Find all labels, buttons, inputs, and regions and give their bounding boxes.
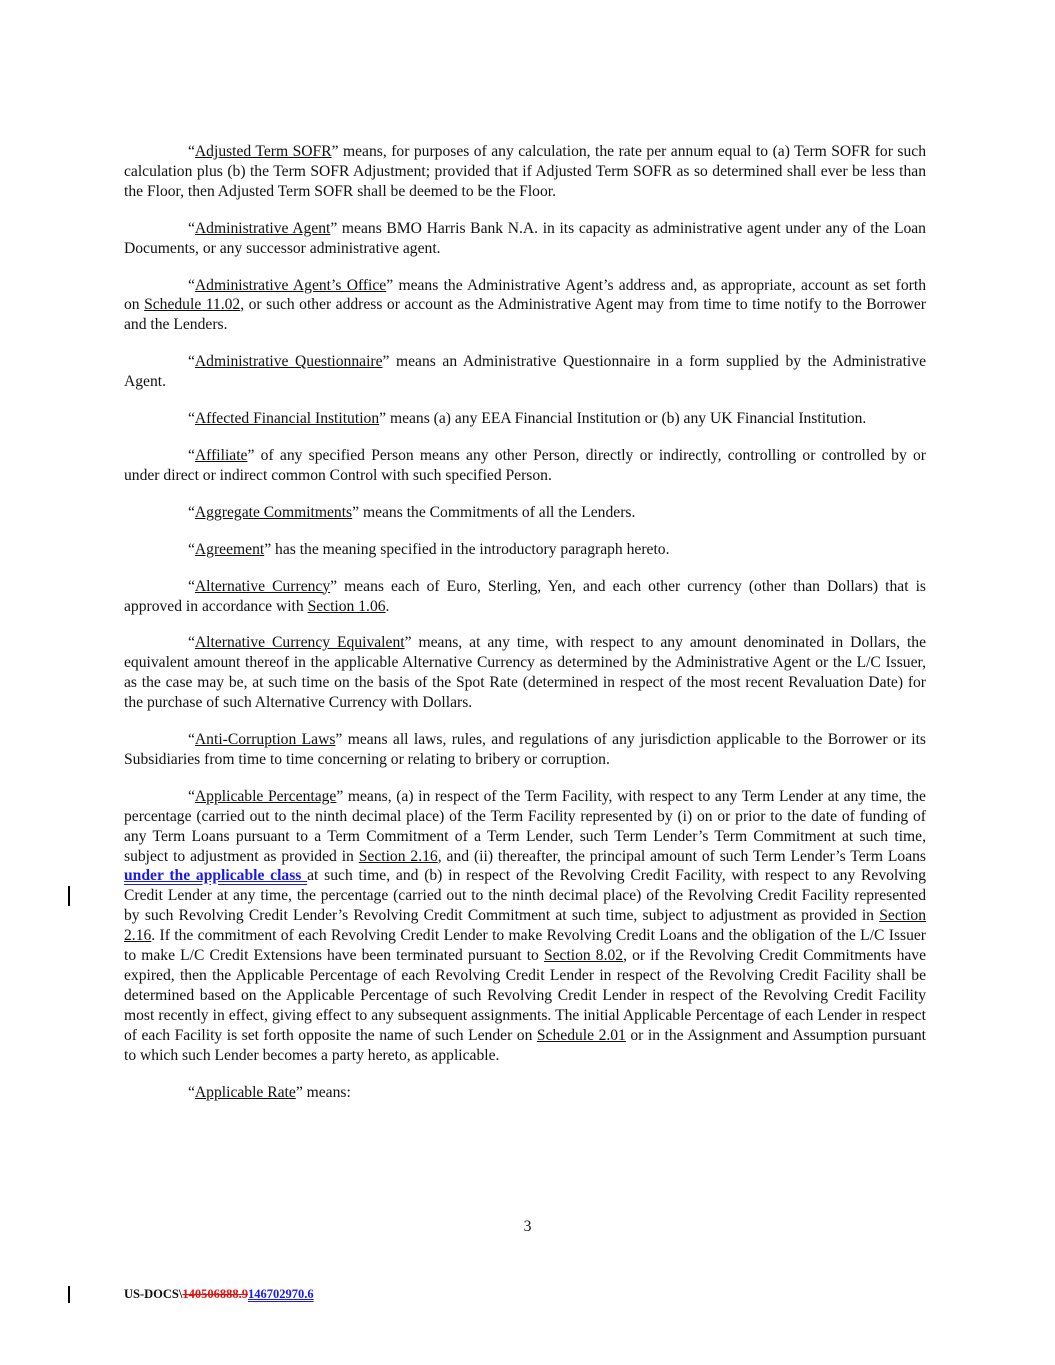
defined-term: Adjusted Term SOFR (194, 143, 332, 160)
defined-term: Affiliate (194, 446, 248, 464)
definition-alternative-currency-equivalent: “Alternative Currency Equivalent” means, at any time, with respect to any amount denominated in Dollars, the equivalent amount thereof in the applicable Alternative Currency as determined by the Administrative Agent or the L/C Issuer, as the case may be, at such time on the basis of the Spot Rate (determined in respect of the most recent Revaluation Date) for the purchase of such Alternative Currency with Dollars. (124, 634, 926, 712)
definition-anti-corruption-laws: “Anti-Corruption Laws” means all laws, rules, and regulations of any jurisdiction applicable to the Borrower or its Subsidiaries from time to time concerning or relating to bribery or corruption. (124, 731, 926, 768)
cross-reference: Section 2.16 (358, 847, 438, 865)
tracked-insertion: under the applicable class (124, 867, 308, 885)
definition-affected-financial-institution: “Affected Financial Institution” means (a) any EEA Financial Institution or (b) any UK Financial Institution. (188, 410, 867, 428)
document-id (124, 1287, 314, 1302)
definition-administrative-questionnaire: “Administrative Questionnaire” means an Administrative Questionnaire in a form supplied by the Administrative Agent. (124, 353, 926, 391)
definition-applicable-percentage: “Applicable Percentage” means, (a) in respect of the Term Facility, with respect to any Term Lender at any time, the percentage (carried out to the ninth decimal place) of the Term Facility represented by (i) on or prior to the date of funding of any Term Loans pursuant to a Term Commitment of a Term Lender, such Term Lender’s Term Commitment at such time, subject to adjustment as provided in Section 2.16, and (ii) thereafter, the principal amount of such Term Lender’s Term Loans under the applicable class at such time, and (b) in respect of the Revolving Credit Facility, with respect to any Revolving Credit Lender at any time, the percentage (carried out to the ninth decimal place) of the Revolving Credit Facility represented by such Revolving Credit Lender’s Revolving Credit Commitment at such time, subject to adjustment as provided in Section 2.16. If the commitment of each Revolving Credit Lender to make Revolving Credit Loans and the obligation of the L/C Issuer to make L/C Credit Extensions have been terminated pursuant to Section 8.02, or if the Revolving Credit Commitments have expired, then the Applicable Percentage of each Revolving Credit Lender in respect of the Revolving Credit Facility shall be determined based on the Applicable Percentage of such Revolving Credit Lender in respect of the Revolving Credit Facility most recently in effect, giving effect to any subsequent assignments. The initial Applicable Percentage of each Lender in respect of each Facility is set forth opposite the name of such Lender on Schedule 2.01 or in the Assignment and Assumption pursuant to which such Lender becomes a party hereto, as applicable. (124, 787, 927, 1064)
defined-term: Affected Financial Institution (194, 410, 380, 428)
definition-aggregate-commitments: “Aggregate Commitments” means the Commitments of all the Lenders. (188, 503, 636, 521)
definition-alternative-currency: “Alternative Currency” means each of Euro, Sterling, Yen, and each other currency (other than Dollars) that is approved in accordance with Section 1.06. (124, 577, 926, 615)
defined-term: Administrative Agent’s Office (194, 276, 387, 294)
doc-id-prefix: US-DOCS\ (124, 1287, 183, 1301)
defined-term: Applicable Percentage (194, 787, 337, 805)
doc-id-deleted: 140506888.9 (182, 1287, 248, 1301)
definition-administrative-agents-office: “Administrative Agent’s Office” means the Administrative Agent’s address and, as appropriate, account as set forth on Schedule 11.02, or such other address or account as the Administrative Agent may from time to time notify to the Borrower and the Lenders. (124, 276, 926, 334)
defined-term: Administrative Questionnaire (194, 353, 383, 371)
defined-term: Alternative Currency (194, 577, 331, 595)
cross-reference: Section 2.16 (124, 907, 926, 945)
defined-term: Aggregate Commitments (194, 503, 353, 521)
defined-term: Anti-Corruption Laws (194, 731, 336, 749)
defined-term: Agreement (194, 540, 265, 558)
cross-reference: Section 1.06 (307, 597, 386, 615)
definition-adjusted-term-sofr: “Adjusted Term SOFR” means, for purposes of any calculation, the rate per annum equal to (a) Term SOFR for such calculation plus (b) the Term SOFR Adjustment; provided that if Adjusted Term SOFR as so determined shall ever be less than the Floor, then Adjusted Term SOFR shall be deemed to be the Floor. (124, 143, 926, 200)
defined-term: Applicable Rate (194, 1083, 296, 1101)
definition-agreement: “Agreement” has the meaning specified in the introductory paragraph hereto. (188, 540, 670, 558)
cross-reference: Section 8.02 (543, 947, 624, 965)
change-bar (68, 1286, 70, 1303)
definition-applicable-rate: “Applicable Rate” means: (188, 1083, 351, 1101)
definitions-section (124, 142, 926, 1119)
doc-id-inserted: 146702970.6 (247, 1287, 314, 1301)
defined-term: Administrative Agent (194, 219, 331, 237)
cross-reference: Schedule 11.02 (144, 296, 241, 314)
definition-administrative-agent: “Administrative Agent” means BMO Harris Bank N.A. in its capacity as administrative agent under any of the Loan Documents, or any successor administrative agent. (124, 219, 926, 257)
definition-affiliate: “Affiliate” of any specified Person means any other Person, directly or indirectly, controlling or controlled by or under direct or indirect common Control with such specified Person. (124, 446, 926, 484)
change-bar (68, 886, 70, 906)
cross-reference: Schedule 2.01 (536, 1026, 626, 1044)
defined-term: Alternative Currency Equivalent (194, 634, 405, 652)
page-number: 3 (523, 1218, 532, 1235)
